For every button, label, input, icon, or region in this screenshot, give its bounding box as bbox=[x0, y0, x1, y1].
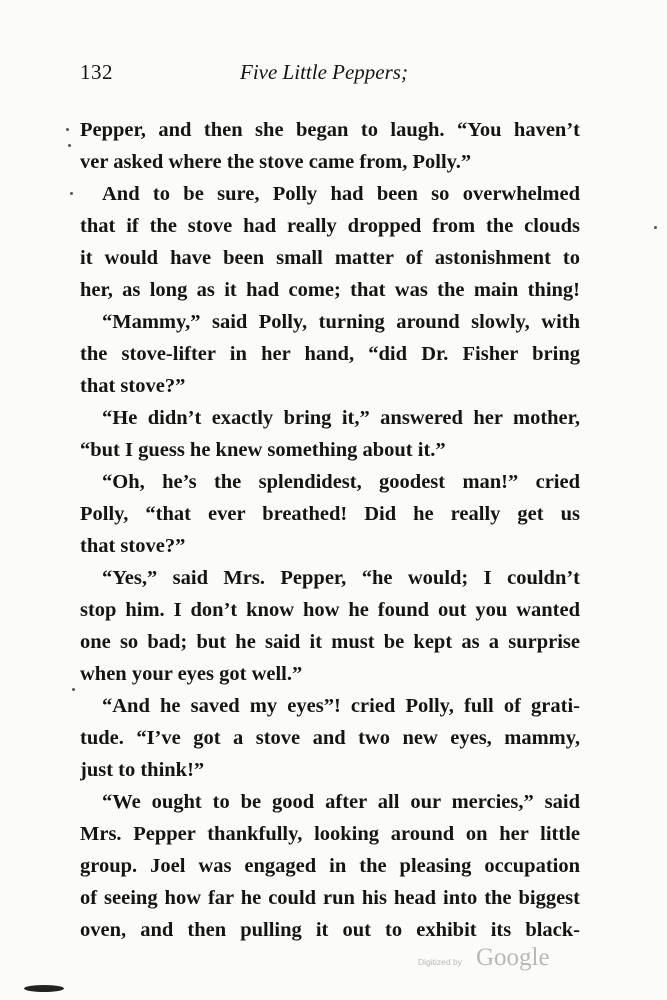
text-line: the stove-lifter in her hand, “did Dr. Fisher bring bbox=[80, 343, 580, 365]
text-line: Polly, “that ever breathed! Did he really get us bbox=[80, 503, 580, 525]
text-line: “We ought to be good after all our mercies,” said bbox=[102, 791, 580, 813]
text-line: Mrs. Pepper thankfully, looking around on her little bbox=[80, 823, 580, 845]
digitized-watermark bbox=[418, 944, 578, 974]
text-line: “Oh, he’s the splendidest, goodest man!” cried bbox=[102, 471, 580, 493]
margin-speck bbox=[70, 192, 73, 195]
text-line: stop him. I don’t know how he found out you wanted bbox=[80, 599, 580, 621]
body-text bbox=[80, 114, 580, 946]
text-line: “And he saved my eyes”! cried Polly, full of grati- bbox=[102, 695, 580, 717]
text-line: of seeing how far he could run his head into the biggest bbox=[80, 887, 580, 909]
margin-speck bbox=[72, 688, 75, 691]
text-line: just to think!” bbox=[80, 759, 205, 781]
text-line: one so bad; but he said it must be kept as a surprise bbox=[80, 631, 580, 653]
scan-smudge bbox=[24, 985, 64, 992]
text-line: “Mammy,” said Polly, turning around slowly, with bbox=[102, 311, 580, 333]
page-number: 132 bbox=[80, 60, 113, 84]
text-line: her, as long as it had come; that was the main thing! bbox=[80, 279, 580, 301]
watermark-prefix: Digitized by bbox=[418, 957, 462, 967]
watermark-brand: Google bbox=[476, 944, 550, 971]
text-line: tude. “I’ve got a stove and two new eyes, mammy, bbox=[80, 727, 580, 749]
text-line: group. Joel was engaged in the pleasing occupation bbox=[80, 855, 580, 877]
text-line: Pepper, and then she began to laugh. “You haven’t bbox=[80, 119, 580, 141]
text-line: And to be sure, Polly had been so overwhelmed bbox=[102, 183, 580, 205]
text-line: ver asked where the stove came from, Polly.” bbox=[80, 151, 472, 173]
text-line: that stove?” bbox=[80, 375, 186, 397]
text-line: that if the stove had really dropped from the clouds bbox=[80, 215, 580, 237]
text-line: “Yes,” said Mrs. Pepper, “he would; I couldn’t bbox=[102, 567, 580, 589]
text-line: “but I guess he knew something about it.” bbox=[80, 439, 446, 461]
page-header bbox=[80, 60, 580, 90]
text-line: oven, and then pulling it out to exhibit its black- bbox=[80, 919, 580, 941]
text-line: “He didn’t exactly bring it,” answered her mother, bbox=[102, 407, 580, 429]
text-line: when your eyes got well.” bbox=[80, 663, 303, 685]
margin-speck bbox=[66, 128, 69, 131]
margin-speck bbox=[654, 226, 657, 229]
running-title: Five Little Peppers; bbox=[240, 60, 408, 84]
margin-speck bbox=[68, 144, 71, 147]
text-line: it would have been small matter of astonishment to bbox=[80, 247, 580, 269]
text-line: that stove?” bbox=[80, 535, 186, 557]
